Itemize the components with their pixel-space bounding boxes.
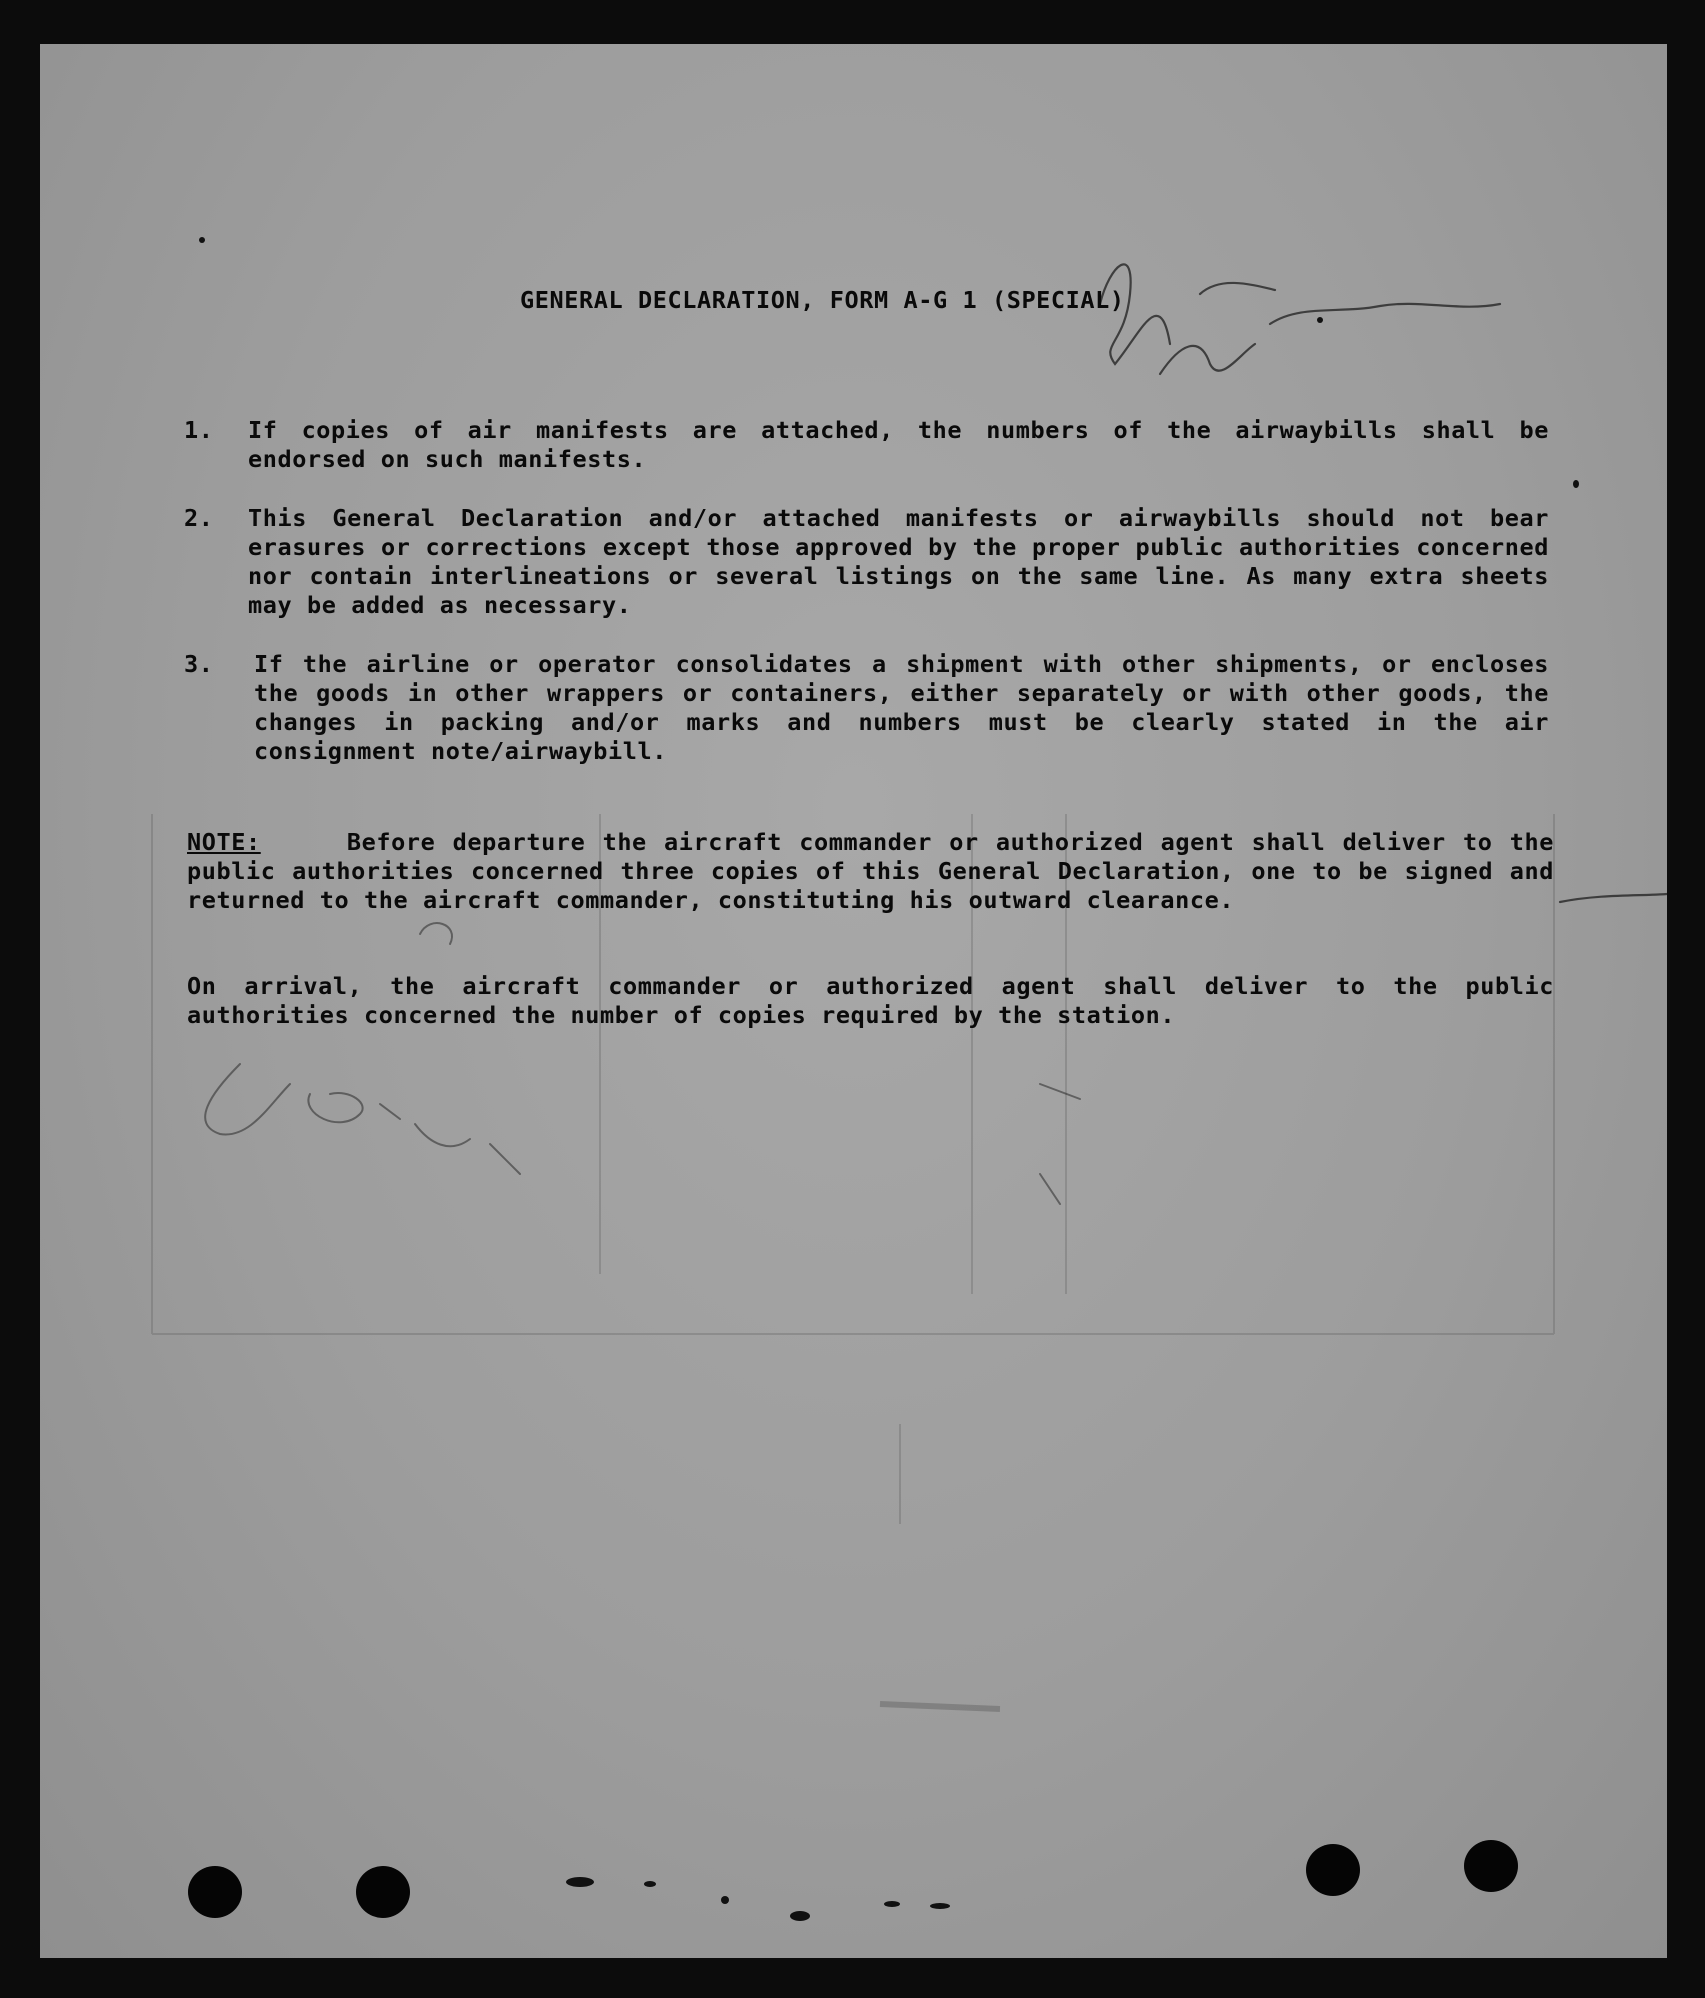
note-label: NOTE: [187,828,261,856]
item-text: If copies of air manifests are attached, the numbers of the airwaybills shall be endorsed on such manifests. [248,416,1549,473]
punch-hole [1464,1840,1518,1892]
item-number: 3. [184,650,214,678]
item-number: 2. [184,504,214,532]
punch-hole [1306,1844,1360,1896]
item-text: This General Declaration and/or attached manifests or airwaybills should not bear erasures or corrections except those approved by the proper public authorities concerned nor contain interlineations or several listings on the same line. As many extra sheets may be added as necessary. [248,504,1549,619]
note-text: Before departure the aircraft commander or authorized agent shall deliver to the public authorities concerned three copies of this General Declaration, one to be signed and returned to the aircraft commander, constituting his outward clearance. [187,828,1554,914]
form-title: GENERAL DECLARATION, FORM A-G 1 (SPECIAL) [520,286,1125,314]
item-text: If the airline or operator consolidates a shipment with other shipments, or encloses the goods in other wrappers or containers, either separately or with other goods, the changes in packing and/or marks and numbers must be clearly stated in the air consignment note/airwaybill. [254,650,1549,765]
punch-hole [188,1866,242,1918]
item-number: 1. [184,416,214,444]
arrival-paragraph: On arrival, the aircraft commander or authorized agent shall deliver to the public authorities concerned the number of copies required by the station. [187,972,1554,1029]
show-through-text [470,1424,486,1454]
note-paragraph [187,828,1554,915]
document-page [40,44,1667,1958]
punch-hole [356,1866,410,1918]
